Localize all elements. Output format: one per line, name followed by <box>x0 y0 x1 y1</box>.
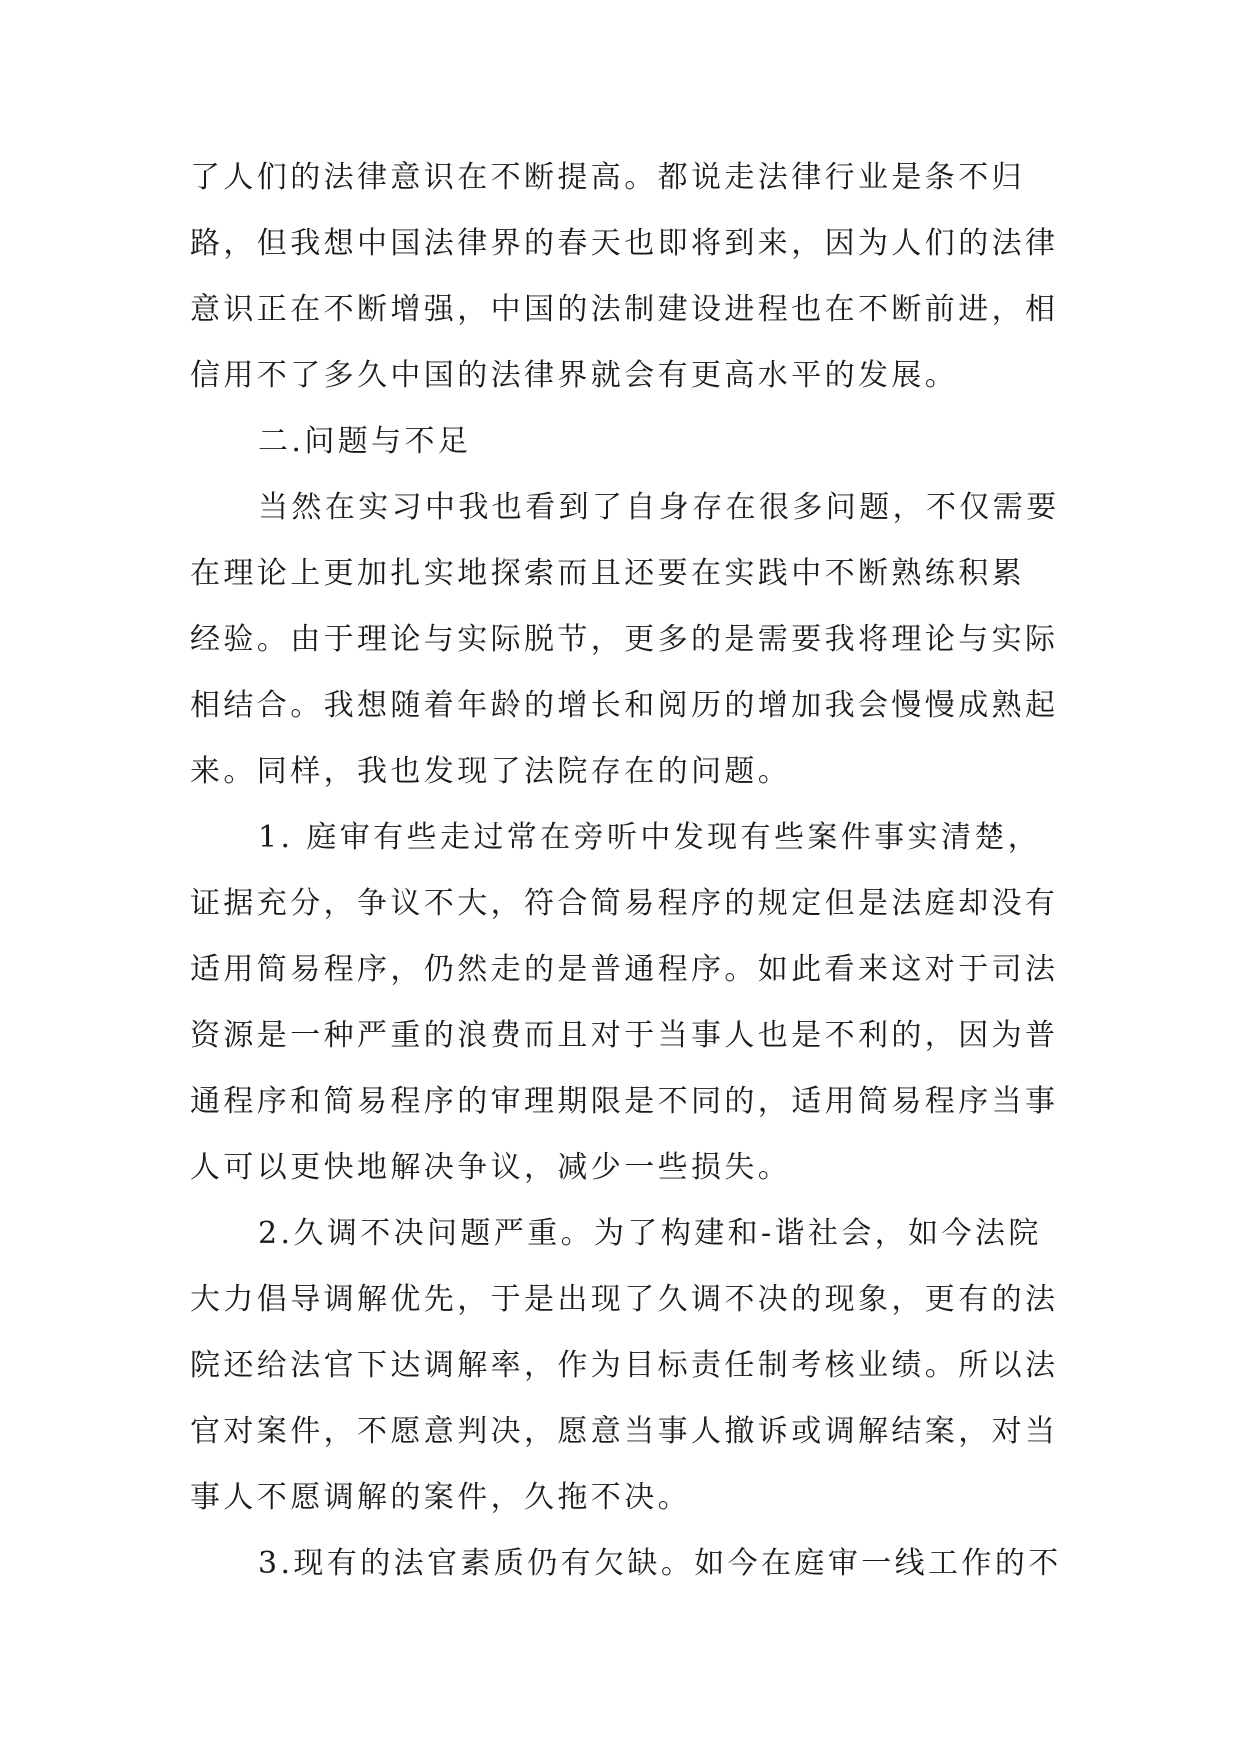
paragraph-line: 适用简易程序，仍然走的是普通程序。如此看来这对于司法 <box>190 952 1059 987</box>
paragraph-line: 院还给法官下达调解率，作为目标责任制考核业绩。所以法 <box>190 1348 1059 1383</box>
list-item-3: 3.现有的法官素质仍有欠缺。如今在庭审一线工作的不 <box>258 1546 1062 1581</box>
body-text <box>190 145 1060 1597</box>
list-item-2: 2.久调不决问题严重。为了构建和-谐社会，如今法院 <box>258 1216 1042 1251</box>
paragraph-line: 在理论上更加扎实地探索而且还要在实践中不断熟练积累 <box>190 556 1025 591</box>
paragraph-line: 大力倡导调解优先，于是出现了久调不决的现象，更有的法 <box>190 1282 1059 1317</box>
paragraph-line: 相结合。我想随着年龄的增长和阅历的增加我会慢慢成熟起 <box>190 688 1059 723</box>
paragraph-line: 通程序和简易程序的审理期限是不同的，适用简易程序当事 <box>190 1084 1059 1119</box>
list-item-1: 1. 庭审有些走过常在旁听中发现有些案件事实清楚， <box>258 820 1042 855</box>
paragraph-line: 意识正在不断增强，中国的法制建设进程也在不断前进，相 <box>190 292 1059 327</box>
paragraph-line: 信用不了多久中国的法律界就会有更高水平的发展。 <box>190 358 959 393</box>
paragraph-line: 当然在实习中我也看到了自身存在很多问题，不仅需要 <box>258 490 1060 525</box>
paragraph-line: 事人不愿调解的案件，久拖不决。 <box>190 1480 691 1515</box>
paragraph-line: 人可以更快地解决争议，减少一些损失。 <box>190 1150 792 1185</box>
section-heading: 二.问题与不足 <box>258 424 472 459</box>
paragraph-line: 路，但我想中国法律界的春天也即将到来，因为人们的法律 <box>190 226 1059 261</box>
paragraph-line: 经验。由于理论与实际脱节，更多的是需要我将理论与实际 <box>190 622 1059 657</box>
paragraph-line: 来。同样，我也发现了法院存在的问题。 <box>190 754 792 789</box>
paragraph-line: 官对案件，不愿意判决，愿意当事人撤诉或调解结案，对当 <box>190 1414 1059 1449</box>
paragraph-line: 资源是一种严重的浪费而且对于当事人也是不利的，因为普 <box>190 1018 1059 1053</box>
paragraph-line: 了人们的法律意识在不断提高。都说走法律行业是条不归 <box>190 160 1025 195</box>
paragraph-line: 证据充分，争议不大，符合简易程序的规定但是法庭却没有 <box>190 886 1059 921</box>
